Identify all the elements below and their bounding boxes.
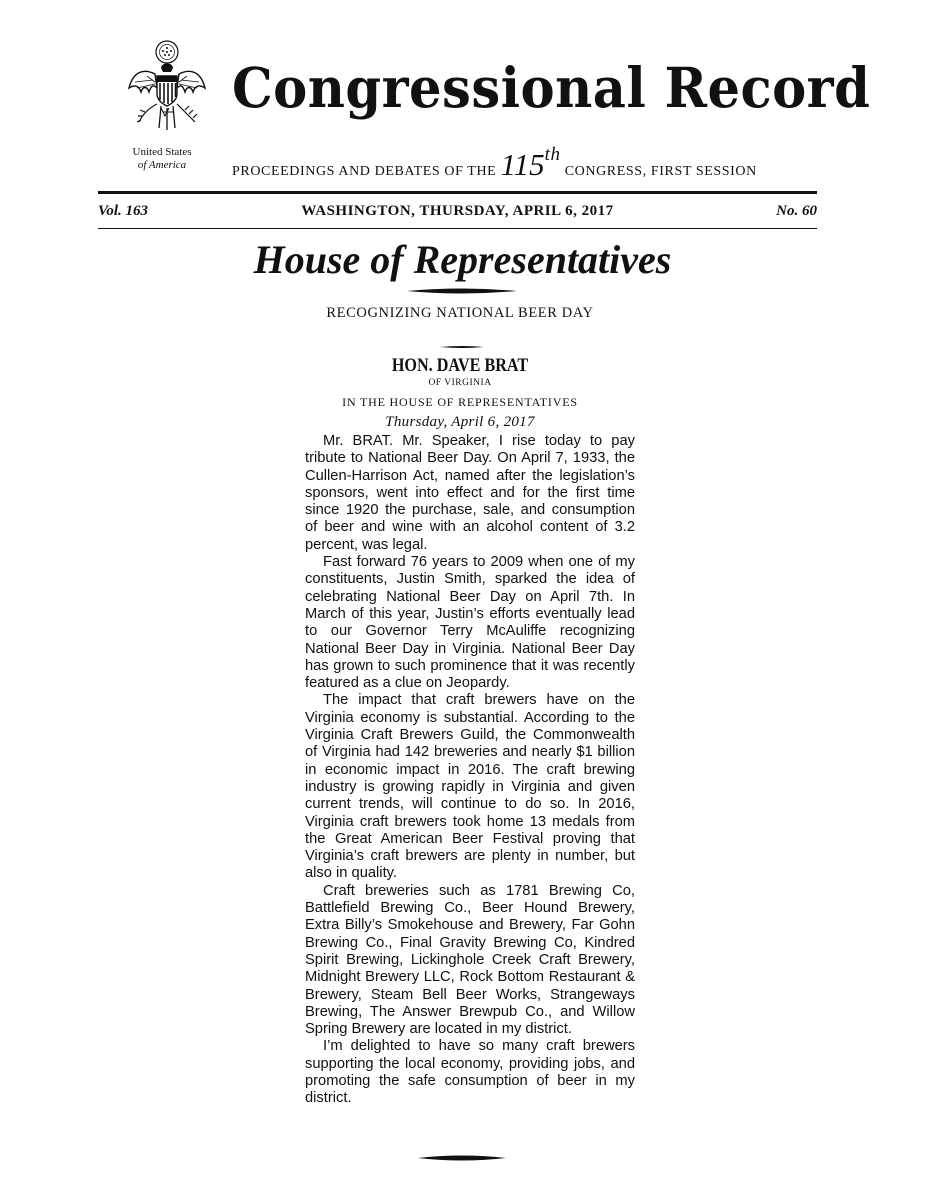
masthead-rule-top [98, 191, 817, 194]
end-ornament-icon [418, 1154, 506, 1162]
masthead-title: Congressional Record [232, 55, 871, 120]
great-seal-icon [125, 38, 209, 138]
article-date: Thursday, April 6, 2017 [385, 414, 535, 430]
dateline: WASHINGTON, THURSDAY, APRIL 6, 2017 [301, 203, 614, 219]
volume-number: Vol. 163 [98, 203, 149, 219]
proceedings-line [232, 144, 818, 183]
paragraph: The impact that craft brewers have on the Virginia economy is substantial. According to the Virginia Craft Brewers Guild, the Commonwealth of Virginia had 142 breweries and nearly $1 billion in economic impact in 2016. The craft brewing industry is growing rapidly in Virginia and given current trends, will continue to do so. In 2016, Virginia craft brewers took home 13 medals from the Great American Beer Festival proving that Virginia’s craft brewers are plenty in number, but also in quality. [305, 692, 635, 882]
article-title: RECOGNIZING NATIONAL BEER DAY [326, 305, 594, 321]
speaker-state: OF VIRGINIA [428, 378, 492, 388]
congress-ordinal: th [544, 144, 561, 165]
title-divider-icon [440, 345, 484, 349]
speaker-name: HON. DAVE BRAT [391, 355, 529, 376]
seal-caption-line1: United States [132, 146, 192, 158]
chamber-line: IN THE HOUSE OF REPRESENTATIVES [342, 395, 578, 409]
seal-caption [108, 146, 216, 172]
proceedings-suffix: CONGRESS, FIRST SESSION [564, 164, 757, 179]
paragraph: Craft breweries such as 1781 Brewing Co, Battlefield Brewing Co., Beer Hound Brewery, Extra Billy’s Smokehouse and Brewery, Far Gohn Brewing Co., Final Gravity Brewing Co, Kindred Spirit Brewing, Lickinghole Creek Craft Brewery, Midnight Brewery LLC, Rock Bottom Restaurant & Brewery, Steam Bell Beer Works, Strangeways Brewing, The Answer Brewpub Co., and Willow Spring Brewery are located in my district. [305, 882, 635, 1038]
seal-caption-line2: of America [137, 159, 187, 171]
paragraph: Fast forward 76 years to 2009 when one of my constituents, Justin Smith, sparked the idea of celebrating National Beer Day on April 7th. In March of this year, Justin’s efforts eventually lead to our Governor Terry McAuliffe recognizing National Beer Day in Virginia. National Beer Day has grown to such prominence that it was recently featured as a clue on Jeopardy. [305, 554, 635, 692]
issue-number: No. 60 [776, 203, 817, 219]
article-body [305, 433, 635, 1108]
proceedings-prefix: PROCEEDINGS AND DEBATES OF THE [232, 164, 497, 179]
paragraph: I’m delighted to have so many craft brewers supporting the local economy, providing jobs, and promoting the safe consumption of beer in my district. [305, 1038, 635, 1107]
paragraph: Mr. BRAT. Mr. Speaker, I rise today to pay tribute to National Beer Day. On April 7, 1933, the Cullen-Harrison Act, named after the legislation’s sponsors, went into effect and for the first time since 1920 the purchase, sale, and consumption of beer and wine with an alcohol content of 3.2 percent, was legal. [305, 433, 635, 553]
masthead-rule-bottom [98, 228, 817, 229]
swell-rule-icon [407, 287, 517, 295]
congress-number: 115 [500, 147, 545, 182]
chamber-heading: House of Representatives [253, 237, 672, 282]
